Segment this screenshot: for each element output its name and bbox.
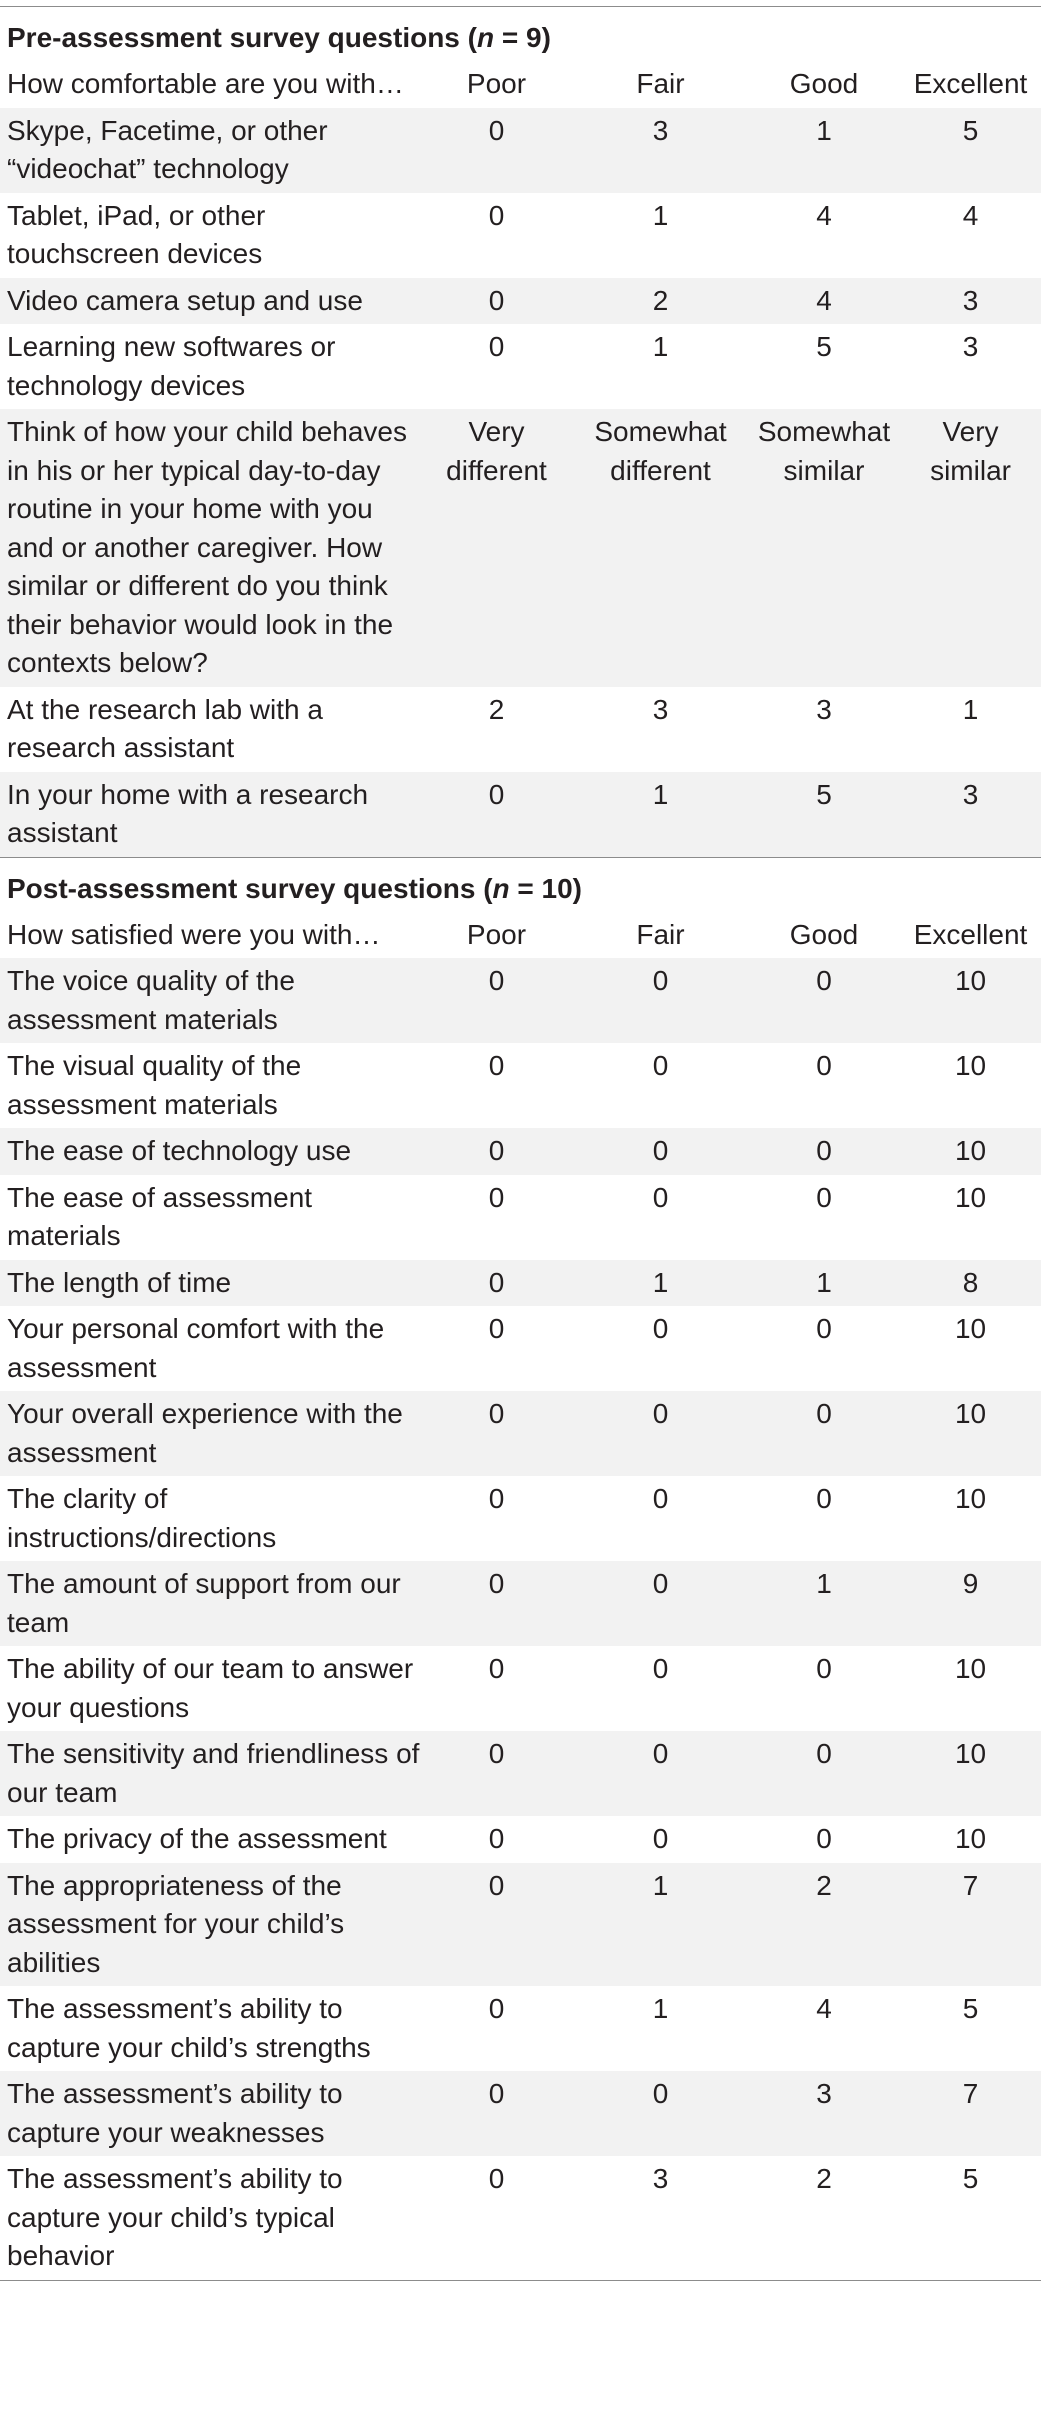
header-column-3: Good bbox=[789, 68, 859, 99]
header-column-3: Good bbox=[789, 918, 859, 950]
value-cell-3: 5 bbox=[816, 331, 832, 362]
value-cell-1: 0 bbox=[420, 958, 573, 1043]
table-header-row bbox=[0, 409, 1041, 687]
table-row bbox=[0, 1391, 1041, 1476]
pre-title-prefix: Pre-assessment survey questions ( bbox=[7, 22, 477, 53]
post-section-title-row bbox=[0, 858, 1041, 912]
header-question: How satisfied were you with… bbox=[7, 918, 381, 950]
value-cell-3: 2 bbox=[816, 2163, 832, 2194]
value-cell-1: 0 bbox=[420, 108, 573, 193]
table-row bbox=[0, 1175, 1041, 1260]
value-cell-4: 7 bbox=[900, 2071, 1041, 2156]
value-cell-4: 10 bbox=[954, 1313, 987, 1344]
question-cell: The ease of assessment materials bbox=[7, 1181, 313, 1251]
value-cell-3: 0 bbox=[816, 1050, 832, 1081]
table-row bbox=[0, 1260, 1041, 1307]
value-cell-3: 1 bbox=[748, 1561, 900, 1646]
table-row bbox=[0, 1561, 1041, 1646]
question-cell: The length of time bbox=[0, 1260, 420, 1307]
question-cell: In your home with a research assistant bbox=[0, 772, 420, 858]
pre-title-n: n bbox=[476, 22, 495, 53]
table-header-row bbox=[0, 61, 1041, 108]
value-cell-4: 7 bbox=[900, 1863, 1041, 1987]
table-header-row bbox=[0, 912, 1041, 959]
value-cell-4: 10 bbox=[954, 1483, 987, 1514]
table-row bbox=[0, 687, 1041, 772]
value-cell-3: 2 bbox=[748, 1863, 900, 1987]
value-cell-1: 0 bbox=[488, 199, 505, 231]
value-cell-1: 0 bbox=[420, 1731, 573, 1816]
value-cell-3: 0 bbox=[816, 1313, 832, 1344]
value-cell-1: 0 bbox=[488, 2163, 505, 2194]
value-cell-2: 1 bbox=[573, 772, 748, 858]
value-cell-4: 10 bbox=[900, 1128, 1041, 1175]
value-cell-3: 0 bbox=[816, 1181, 832, 1213]
header-column-2: Fair bbox=[636, 68, 685, 99]
value-cell-2: 0 bbox=[573, 1391, 748, 1476]
table-row bbox=[0, 108, 1041, 193]
pre-title-suffix: = 9) bbox=[494, 22, 551, 53]
value-cell-2: 0 bbox=[652, 1181, 669, 1213]
value-cell-2: 3 bbox=[652, 2163, 669, 2194]
question-cell: The ease of technology use bbox=[0, 1128, 420, 1175]
value-cell-4: 4 bbox=[962, 199, 979, 231]
value-cell-2: 0 bbox=[573, 2071, 748, 2156]
table-row bbox=[0, 2156, 1041, 2280]
value-cell-1: 0 bbox=[420, 2071, 573, 2156]
post-section-title bbox=[0, 858, 1041, 912]
value-cell-3: 0 bbox=[748, 1128, 900, 1175]
question-cell: The assessment’s ability to capture your child’s typical behavior bbox=[7, 2163, 343, 2271]
value-cell-4: 5 bbox=[962, 2163, 979, 2194]
value-cell-2: 0 bbox=[652, 1483, 669, 1514]
pre-section-title-row bbox=[0, 7, 1041, 61]
value-cell-3: 3 bbox=[748, 2071, 900, 2156]
header-column-1: Very different bbox=[420, 409, 573, 687]
table-row bbox=[0, 2071, 1041, 2156]
value-cell-4: 10 bbox=[900, 958, 1041, 1043]
value-cell-1: 0 bbox=[488, 1993, 505, 2024]
value-cell-4: 3 bbox=[900, 278, 1041, 325]
value-cell-1: 0 bbox=[420, 1561, 573, 1646]
value-cell-1: 0 bbox=[488, 331, 505, 362]
value-cell-4: 3 bbox=[962, 331, 979, 362]
value-cell-3: 0 bbox=[748, 958, 900, 1043]
table-row bbox=[0, 1306, 1041, 1391]
value-cell-1: 0 bbox=[420, 278, 573, 325]
question-cell: The assessment’s ability to capture your child’s strengths bbox=[7, 1993, 371, 2063]
value-cell-2: 0 bbox=[652, 1823, 669, 1854]
question-cell: Learning new softwares or technology devices bbox=[7, 331, 336, 401]
table-row bbox=[0, 193, 1041, 278]
value-cell-2: 1 bbox=[652, 1993, 669, 2024]
question-cell: Video camera setup and use bbox=[0, 278, 420, 325]
value-cell-3: 1 bbox=[748, 108, 900, 193]
table-row bbox=[0, 772, 1041, 858]
header-column-1: Poor bbox=[466, 68, 527, 99]
post-title-suffix: = 10) bbox=[509, 872, 583, 904]
value-cell-3: 0 bbox=[748, 1731, 900, 1816]
value-cell-3: 4 bbox=[816, 1993, 832, 2024]
header-column-2: Somewhat different bbox=[573, 409, 748, 687]
value-cell-4: 5 bbox=[962, 1993, 979, 2024]
table-row bbox=[0, 278, 1041, 325]
value-cell-1: 0 bbox=[420, 1128, 573, 1175]
header-column-4: Excellent bbox=[913, 918, 1028, 950]
question-cell: The sensitivity and friendliness of our team bbox=[0, 1731, 420, 1816]
question-cell: The ability of our team to answer your questions bbox=[7, 1653, 414, 1723]
value-cell-4: 3 bbox=[900, 772, 1041, 858]
value-cell-1: 0 bbox=[488, 1823, 505, 1854]
header-column-4: Excellent bbox=[913, 68, 1028, 99]
value-cell-4: 1 bbox=[962, 693, 979, 725]
table-row bbox=[0, 1043, 1041, 1128]
header-column-1: Poor bbox=[466, 918, 527, 950]
pre-section-title bbox=[0, 7, 1041, 61]
value-cell-3: 4 bbox=[748, 278, 900, 325]
value-cell-1: 0 bbox=[420, 1863, 573, 1987]
table-row bbox=[0, 1128, 1041, 1175]
pre-assessment-section bbox=[0, 7, 1041, 857]
value-cell-4: 10 bbox=[954, 1653, 987, 1684]
question-cell: Skype, Facetime, or other “videochat” technology bbox=[0, 108, 420, 193]
question-cell: The visual quality of the assessment materials bbox=[7, 1050, 302, 1120]
question-cell: Your overall experience with the assessment bbox=[0, 1391, 420, 1476]
value-cell-4: 8 bbox=[900, 1260, 1041, 1307]
header-question: Think of how your child behaves in his or her typical day-to-day routine in your home with you and or another caregiver. How similar or different do you think their behavior would look in the contexts below? bbox=[0, 409, 420, 687]
question-cell: Your personal comfort with the assessment bbox=[7, 1313, 385, 1383]
value-cell-3: 0 bbox=[816, 1483, 832, 1514]
post-title-n: n bbox=[492, 872, 510, 904]
value-cell-4: 10 bbox=[954, 1050, 987, 1081]
table-row bbox=[0, 1731, 1041, 1816]
value-cell-2: 0 bbox=[573, 1731, 748, 1816]
question-cell: The clarity of instructions/directions bbox=[7, 1483, 277, 1553]
header-column-2: Fair bbox=[636, 918, 685, 950]
value-cell-1: 0 bbox=[488, 1653, 505, 1684]
value-cell-3: 0 bbox=[816, 1653, 832, 1684]
value-cell-4: 9 bbox=[900, 1561, 1041, 1646]
value-cell-1: 2 bbox=[488, 693, 505, 725]
value-cell-1: 0 bbox=[488, 1483, 505, 1514]
value-cell-2: 1 bbox=[652, 199, 669, 231]
header-column-4: Very similar bbox=[900, 409, 1041, 687]
value-cell-1: 0 bbox=[420, 1391, 573, 1476]
value-cell-3: 3 bbox=[816, 693, 832, 725]
value-cell-3: 0 bbox=[748, 1391, 900, 1476]
value-cell-2: 0 bbox=[573, 1128, 748, 1175]
value-cell-2: 0 bbox=[573, 958, 748, 1043]
survey-results-table bbox=[0, 7, 1041, 2280]
question-cell: Tablet, iPad, or other touchscreen devices bbox=[7, 199, 266, 269]
header-column-3: Somewhat similar bbox=[748, 409, 900, 687]
table-row bbox=[0, 1863, 1041, 1987]
value-cell-2: 0 bbox=[573, 1561, 748, 1646]
value-cell-1: 0 bbox=[488, 1313, 505, 1344]
value-cell-4: 10 bbox=[900, 1391, 1041, 1476]
value-cell-2: 1 bbox=[652, 331, 669, 362]
question-cell: The appropriateness of the assessment for your child’s abilities bbox=[0, 1863, 420, 1987]
value-cell-2: 1 bbox=[573, 1260, 748, 1307]
question-cell: The amount of support from our team bbox=[0, 1561, 420, 1646]
value-cell-4: 10 bbox=[954, 1823, 987, 1854]
value-cell-3: 5 bbox=[748, 772, 900, 858]
post-assessment-section bbox=[0, 857, 1041, 2280]
value-cell-2: 3 bbox=[652, 693, 669, 725]
table-row bbox=[0, 1476, 1041, 1561]
question-cell: At the research lab with a research assistant bbox=[7, 693, 323, 763]
post-title-prefix: Post-assessment survey questions ( bbox=[7, 872, 493, 904]
value-cell-4: 10 bbox=[954, 1181, 987, 1213]
value-cell-2: 0 bbox=[652, 1313, 669, 1344]
value-cell-2: 1 bbox=[573, 1863, 748, 1987]
value-cell-2: 3 bbox=[573, 108, 748, 193]
value-cell-3: 0 bbox=[816, 1823, 832, 1854]
question-cell: The privacy of the assessment bbox=[7, 1823, 387, 1854]
bottom-rule bbox=[0, 2280, 1041, 2281]
value-cell-4: 5 bbox=[900, 108, 1041, 193]
value-cell-4: 10 bbox=[900, 1731, 1041, 1816]
value-cell-2: 0 bbox=[652, 1653, 669, 1684]
table-row bbox=[0, 958, 1041, 1043]
value-cell-1: 0 bbox=[488, 1050, 505, 1081]
table-row bbox=[0, 324, 1041, 409]
question-cell: The voice quality of the assessment materials bbox=[0, 958, 420, 1043]
value-cell-1: 0 bbox=[420, 1260, 573, 1307]
value-cell-1: 0 bbox=[420, 772, 573, 858]
question-cell: The assessment’s ability to capture your weaknesses bbox=[0, 2071, 420, 2156]
value-cell-1: 0 bbox=[488, 1181, 505, 1213]
value-cell-3: 4 bbox=[816, 199, 832, 231]
value-cell-2: 2 bbox=[573, 278, 748, 325]
table-row bbox=[0, 1816, 1041, 1863]
value-cell-2: 0 bbox=[652, 1050, 669, 1081]
header-question: How comfortable are you with… bbox=[7, 68, 404, 99]
value-cell-3: 1 bbox=[748, 1260, 900, 1307]
table-row bbox=[0, 1986, 1041, 2071]
table-row bbox=[0, 1646, 1041, 1731]
